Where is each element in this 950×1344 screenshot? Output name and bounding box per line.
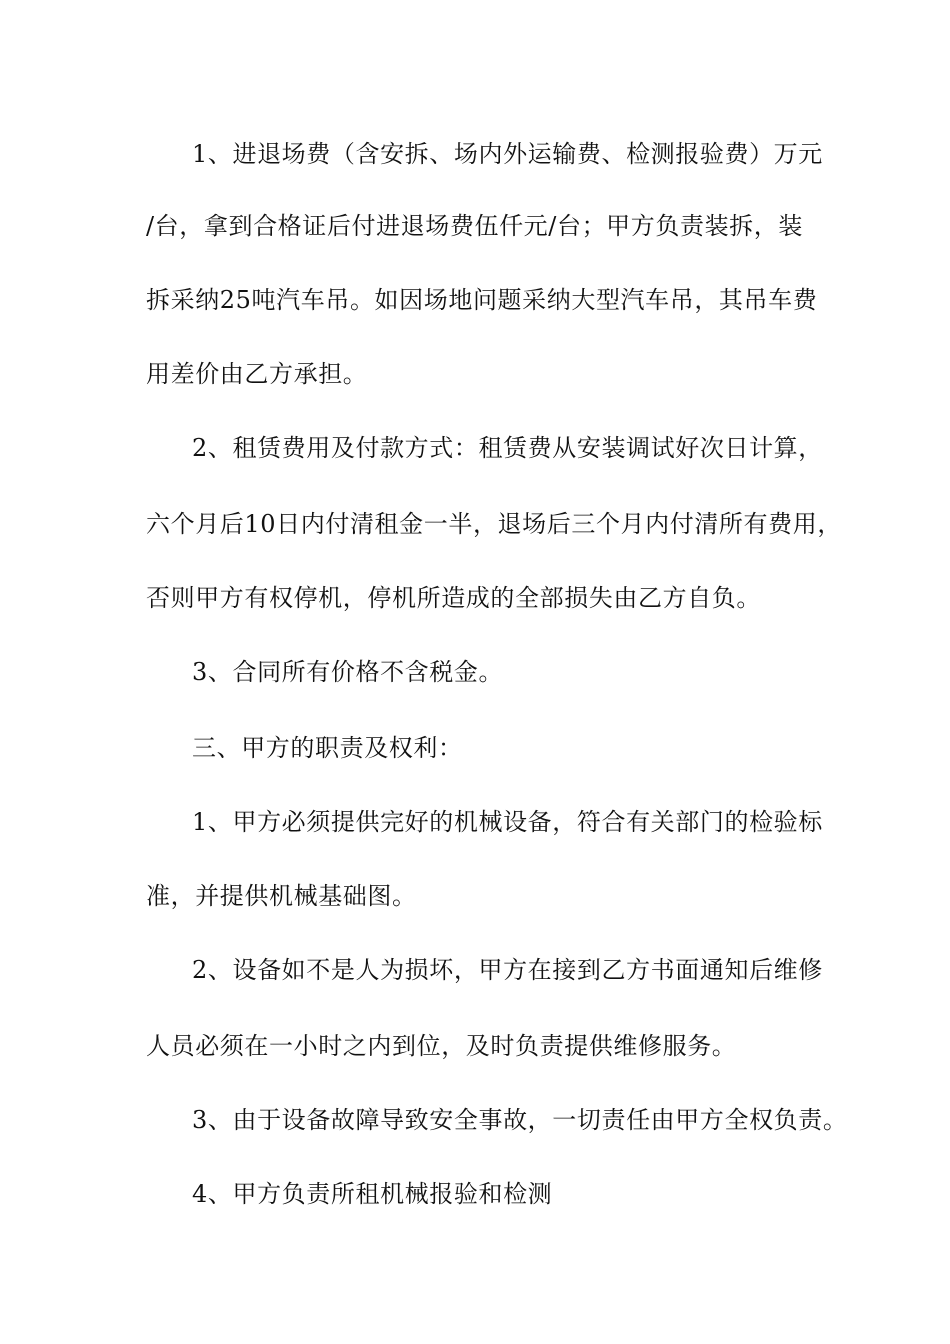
paragraph-line: 4、甲方负责所租机械报验和检测 <box>192 1180 553 1208</box>
paragraph-line: 人员必须在一小时之内到位，及时负责提供维修服务。 <box>146 1032 737 1060</box>
paragraph-line: 拆采纳25吨汽车吊。如因场地问题采纳大型汽车吊，其吊车费 <box>146 286 818 314</box>
paragraph-line: 六个月后10日内付清租金一半，退场后三个月内付清所有费用， <box>146 510 842 538</box>
paragraph-line: 否则甲方有权停机，停机所造成的全部损失由乙方自负。 <box>146 584 761 612</box>
paragraph-line: 用差价由乙方承担。 <box>146 360 368 388</box>
paragraph-line: 3、合同所有价格不含税金。 <box>192 658 504 686</box>
paragraph-line: 1、甲方必须提供完好的机械设备，符合有关部门的检验标 <box>192 808 823 836</box>
paragraph-line: /台，拿到合格证后付进退场费伍仟元/台；甲方负责装拆，装 <box>146 212 803 240</box>
paragraph-line: 2、租赁费用及付款方式：租赁费从安装调试好次日计算， <box>192 434 823 462</box>
paragraph-line: 1、进退场费（含安拆、场内外运输费、检测报验费）万元 <box>192 140 823 168</box>
section-heading: 三、甲方的职责及权利： <box>192 734 463 762</box>
paragraph-line: 3、由于设备故障导致安全事故，一切责任由甲方全权负责。 <box>192 1106 848 1134</box>
paragraph-line: 2、设备如不是人为损坏，甲方在接到乙方书面通知后维修 <box>192 956 823 984</box>
paragraph-line: 准，并提供机械基础图。 <box>146 882 417 910</box>
